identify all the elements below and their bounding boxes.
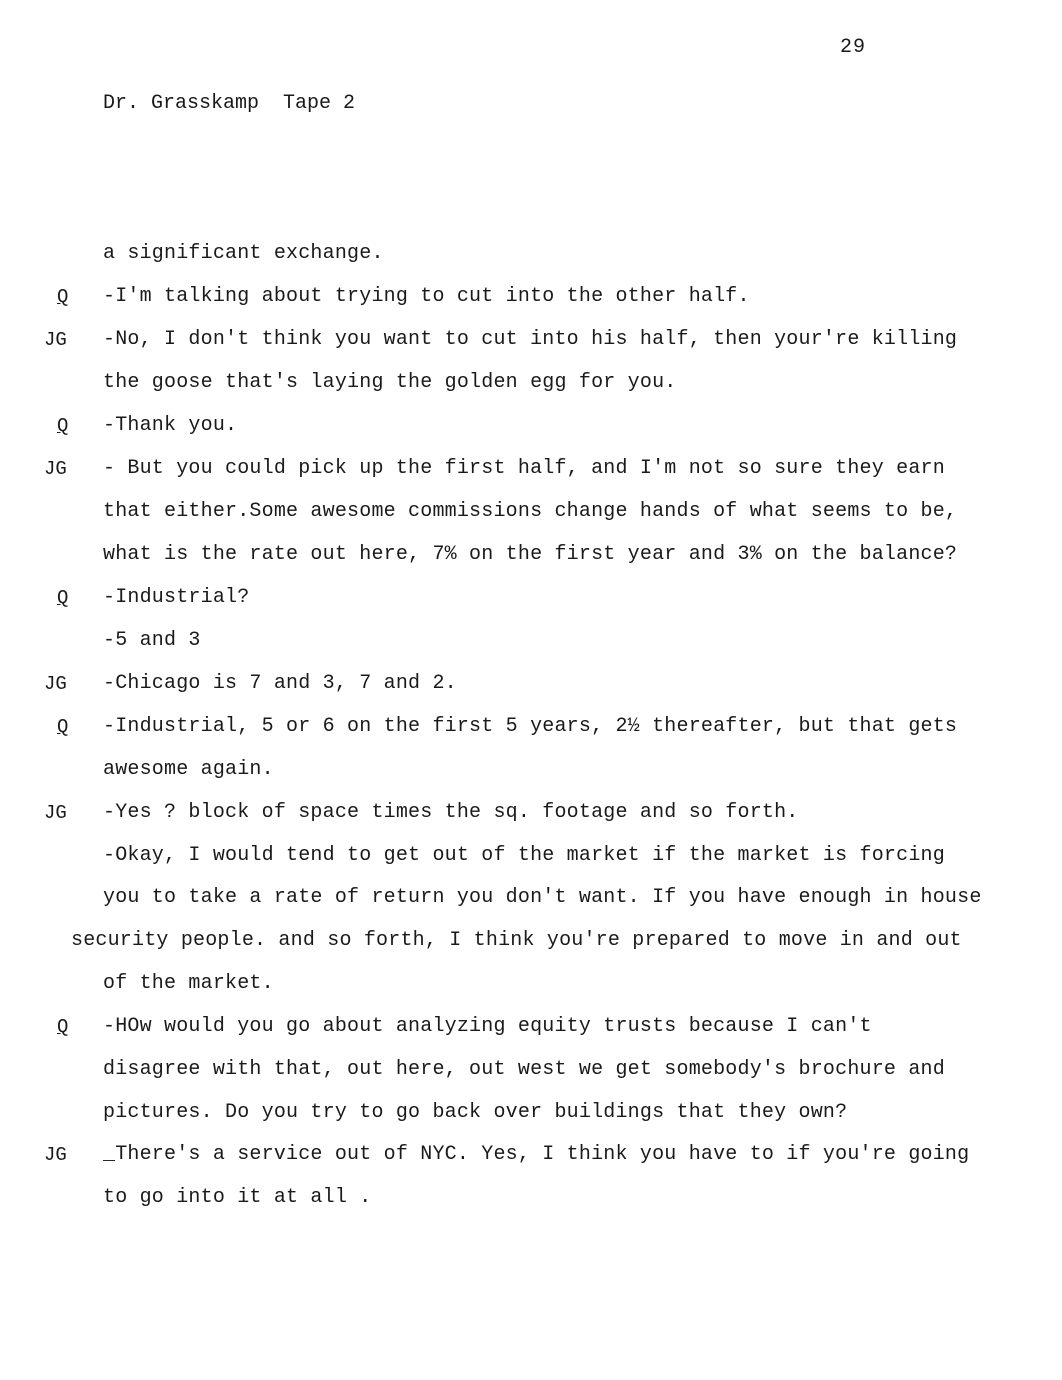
transcript-text: awesome again. xyxy=(103,758,274,781)
transcript-line xyxy=(0,412,1062,440)
speaker-label: JG xyxy=(44,802,67,824)
transcript-line xyxy=(0,884,1062,912)
transcript-text: pictures. Do you try to go back over buildings that they own? xyxy=(103,1101,848,1124)
transcript-text: that either.Some awesome commissions change hands of what seems to be, xyxy=(103,500,958,523)
speaker-label: Q xyxy=(57,587,69,609)
transcript-line xyxy=(0,369,1062,397)
transcript-text: -No, I don't think you want to cut into his half, then your're killing xyxy=(103,328,958,351)
transcript-text: what is the rate out here, 7% on the first year and 3% on the balance? xyxy=(103,543,958,566)
transcript-text: -Yes ? block of space times the sq. footage and so forth. xyxy=(103,801,799,824)
transcript-line xyxy=(0,283,1062,311)
speaker-label: JG xyxy=(44,1144,67,1166)
document-header: Dr. Grasskamp Tape 2 xyxy=(103,92,356,115)
transcript-text: -HOw would you go about analyzing equity trusts because I can't xyxy=(103,1015,872,1038)
transcript-line xyxy=(0,584,1062,612)
speaker-label: JG xyxy=(44,329,67,351)
transcript-text: -Industrial, 5 or 6 on the first 5 years, 2½ thereafter, but that gets xyxy=(103,715,958,738)
transcript-line xyxy=(0,927,1062,955)
transcript-text: -Thank you. xyxy=(103,414,238,437)
speaker-label: JG xyxy=(44,458,67,480)
transcript-line xyxy=(0,842,1062,870)
transcript-text: -I'm talking about trying to cut into the other half. xyxy=(103,285,750,308)
transcript-line xyxy=(0,541,1062,569)
speaker-label: Q xyxy=(57,1016,69,1038)
transcript-line xyxy=(0,240,1062,268)
transcript-line xyxy=(0,756,1062,784)
speaker-label: Q xyxy=(57,286,69,308)
transcript-text: - But you could pick up the first half, and I'm not so sure they earn xyxy=(103,457,945,480)
transcript-line xyxy=(0,1013,1062,1041)
page-number: 29 xyxy=(840,36,867,59)
transcript-text: -5 and 3 xyxy=(103,629,201,652)
transcript-text: _There's a service out of NYC. Yes, I think you have to if you're going xyxy=(103,1143,970,1166)
transcript-line xyxy=(0,1141,1062,1169)
transcript-text: the goose that's laying the golden egg for you. xyxy=(103,371,677,394)
transcript-line xyxy=(0,455,1062,483)
transcript-text: disagree with that, out here, out west we get somebody's brochure and xyxy=(103,1058,945,1081)
transcript-line xyxy=(0,670,1062,698)
transcript-text: security people. and so forth, I think you're prepared to move in and out xyxy=(71,929,962,952)
transcript-text: you to take a rate of return you don't want. If you have enough in house xyxy=(103,886,982,909)
transcript-line xyxy=(0,498,1062,526)
speaker-label: JG xyxy=(44,673,67,695)
transcript-text: of the market. xyxy=(103,972,274,995)
transcript-text: a significant exchange. xyxy=(103,242,384,265)
transcript-line xyxy=(0,326,1062,354)
transcript-line xyxy=(0,1056,1062,1084)
speaker-label: Q xyxy=(57,415,69,437)
transcript-line xyxy=(0,713,1062,741)
transcript-line xyxy=(0,799,1062,827)
transcript-text: -Chicago is 7 and 3, 7 and 2. xyxy=(103,672,457,695)
transcript-line xyxy=(0,1099,1062,1127)
transcript-text: -Industrial? xyxy=(103,586,250,609)
transcript-line xyxy=(0,1184,1062,1212)
transcript-line xyxy=(0,970,1062,998)
transcript-text: -Okay, I would tend to get out of the market if the market is forcing xyxy=(103,844,945,867)
transcript-line xyxy=(0,627,1062,655)
speaker-label: Q xyxy=(57,716,69,738)
transcript-text: to go into it at all . xyxy=(103,1186,372,1209)
